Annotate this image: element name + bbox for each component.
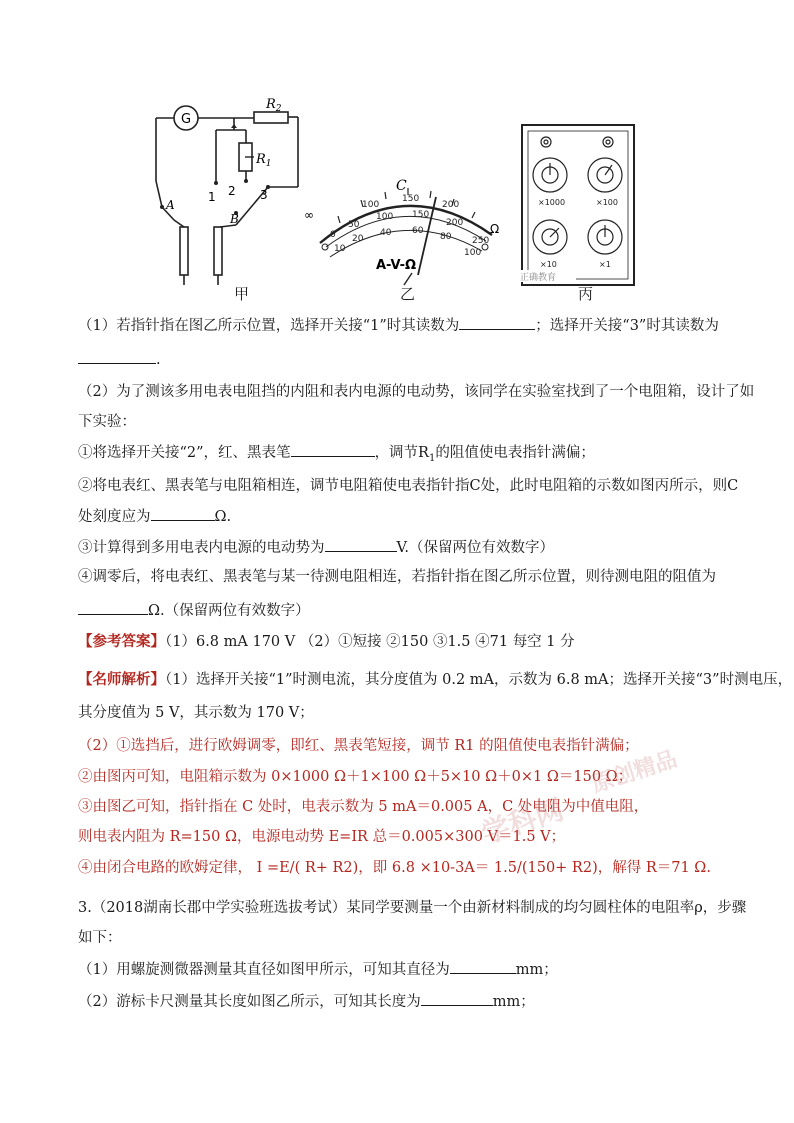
analysis-line-5: ③由图乙可知，指针指在 C 处时，电表示数为 5 mA＝0.005 A，C 处电阻为中值电阻， <box>78 799 649 815</box>
r2-letter: R <box>266 97 276 112</box>
scale-top-0: 0 <box>330 230 336 240</box>
q1-text-c: . <box>156 352 161 368</box>
terminal-3-label: 3 <box>260 188 268 202</box>
answer-blank-2[interactable] <box>78 348 156 364</box>
fig-label-yi: 乙 <box>400 285 416 303</box>
analysis-line-1 <box>78 670 792 690</box>
analysis-line-2: 其分度值为 5 V，其示数为 170 V； <box>78 705 314 721</box>
scale-top-5: 250 <box>472 236 490 246</box>
step1-line <box>78 441 595 469</box>
ohm-tick-2: 200 <box>442 200 460 210</box>
scale-mid-5: 100 <box>464 248 482 258</box>
scale-top-3: 150 <box>412 210 430 220</box>
analysis-text-1: （1）选择开关接“1”时测电流，其分度值为 0.2 mA，示数为 6.8 mA；选择开关接“3”时测电压， <box>165 672 793 688</box>
q1-text-b: ；选择开关接“3”时其读数为 <box>535 318 719 334</box>
step2-text-b: Ω. <box>214 509 232 525</box>
step1-sub: 1 <box>428 452 436 464</box>
step2-text-a: 处刻度应为 <box>78 509 151 525</box>
answer-tag: 【参考答案】 <box>78 633 165 650</box>
circuit-figure <box>150 95 650 305</box>
ohm-tick-0: 100 <box>362 200 380 210</box>
q2-intro-line-2: 下实验： <box>78 414 136 430</box>
q3-step1-line <box>78 958 558 980</box>
answer-blank-4[interactable] <box>151 505 215 521</box>
scale-mid-2: 40 <box>380 228 392 238</box>
step2-line-1: ②将电表红、黑表笔与电阻箱相连，调节电阻箱使电表指针指C处，此时电阻箱的示数如图丙所示，则C <box>78 478 739 494</box>
r1-letter: R <box>256 152 266 167</box>
step4-line-2 <box>78 599 310 621</box>
step3-text-a: ③计算得到多用电表内电源的电动势为 <box>78 540 325 556</box>
analysis-line-6: 则电表内阻为 R=150 Ω，电源电动势 E=IR 总＝0.005×300 V＝1.5 V； <box>78 829 566 845</box>
step1-text-b: ，调节R <box>374 445 429 461</box>
ohm-tick-1: 150 <box>402 194 420 204</box>
step1-text-a: ①将选择开关接“2”，红、黑表笔 <box>78 445 291 461</box>
stamp-label: 正确教育 <box>520 273 557 283</box>
dial-label-2: ×10 <box>540 260 557 269</box>
watermark-2: 原创精品 <box>588 746 681 798</box>
terminal-2-label: 2 <box>228 184 236 198</box>
probe-b-label: B <box>230 212 239 226</box>
omega-label: Ω <box>490 222 500 236</box>
answer-blank-8[interactable] <box>421 990 493 1006</box>
scale-mid-4: 80 <box>440 232 452 242</box>
analysis-line-3: （2）①选挡后，进行欧姆调零，即红、黑表笔短接，调节 R1 的阻值使电表指针满偏； <box>78 738 639 754</box>
q3-step2-unit: mm； <box>492 994 535 1010</box>
answer-blank-3[interactable] <box>291 441 375 457</box>
scale-mid-3: 60 <box>412 226 424 236</box>
step3-line <box>78 536 554 558</box>
q1-line-2 <box>78 348 161 370</box>
q3-step2-line <box>78 990 535 1012</box>
galvanometer-label: G <box>181 112 192 127</box>
fig-label-bing: 丙 <box>578 285 594 303</box>
q3-line-2: 如下： <box>78 930 122 946</box>
meter-screw-left <box>322 244 328 250</box>
q1-line <box>78 314 719 336</box>
r1-sub: 1 <box>265 159 272 169</box>
dial-label-1: ×100 <box>596 198 618 207</box>
q1-text-a: （1）若指针指在图乙所示位置，选择开关接“1”时其读数为 <box>78 318 460 334</box>
answer-blank-6[interactable] <box>78 599 148 615</box>
scale-top-2: 100 <box>376 212 394 222</box>
q3-line-1: 3.（2018湖南长郡中学实验班选拔考试）某同学要测量一个由新材料制成的均匀圆柱体的电阻率ρ，步骤 <box>78 900 747 916</box>
r1-label <box>255 152 272 169</box>
analysis-line-4: ②由图丙可知，电阻箱示数为 0×1000 Ω＋1×100 Ω＋5×10 Ω＋0×1 Ω＝150 Ω； <box>78 769 633 785</box>
scale-top-4: 200 <box>446 218 464 228</box>
step3-text-b: V.（保留两位有效数字） <box>396 540 555 556</box>
fig-label-jia: 甲 <box>234 285 250 303</box>
figure-group <box>150 95 650 305</box>
q3-step1-unit: mm； <box>515 962 558 978</box>
analysis-line-7: ④由闭合电路的欧姆定律， I =E/( R+ R2)，即 6.8 ×10-3A＝ 1.5/(150+ R2)，解得 R＝71 Ω. <box>78 860 711 876</box>
analysis-tag: 【名师解析】 <box>78 671 165 688</box>
probe-a-label: A <box>166 198 175 212</box>
answer-text: （1）6.8 mA 170 V （2）①短接 ②150 ③1.5 ④71 每空 1 分 <box>165 634 575 650</box>
q3-step2-text: （2）游标卡尺测量其长度如图乙所示，可知其长度为 <box>78 994 421 1010</box>
dial-label-0: ×1000 <box>538 198 566 207</box>
meter-face-label: A-V-Ω <box>376 258 417 273</box>
q2-intro-line-1: （2）为了测该多用电表电阻挡的内阻和表内电源的电动势，该同学在实验室找到了一个电阻箱，设计了如 <box>78 384 755 400</box>
step4-line-1: ④调零后，将电表红、黑表笔与某一待测电阻相连，若指针指在图乙所示位置，则待测电阻的阻值为 <box>78 569 716 585</box>
scale-mid-0: 10 <box>334 244 346 254</box>
answer-blank-7[interactable] <box>450 958 516 974</box>
terminal-1-label: 1 <box>208 190 216 204</box>
q3-step1-text: （1）用螺旋测微器测量其直径如图甲所示，可知其直径为 <box>78 962 450 978</box>
r2-sub: 2 <box>275 104 282 114</box>
watermark-1: 学科网 <box>477 792 568 851</box>
r2-label <box>265 97 282 114</box>
step4-text: Ω.（保留两位有效数字） <box>148 603 310 619</box>
dial-label-3: ×1 <box>599 260 611 269</box>
mark-c-label: C <box>396 178 407 194</box>
step1-text-c: 的阻值使电表指针满偏； <box>435 445 595 461</box>
scale-mid-1: 20 <box>352 234 364 244</box>
answer-line <box>78 632 575 652</box>
step2-line-2 <box>78 505 231 527</box>
infinity-label: ∞ <box>304 208 314 222</box>
scale-top-1: 50 <box>348 220 360 230</box>
answer-blank-5[interactable] <box>325 536 397 552</box>
answer-blank-1[interactable] <box>459 314 535 330</box>
